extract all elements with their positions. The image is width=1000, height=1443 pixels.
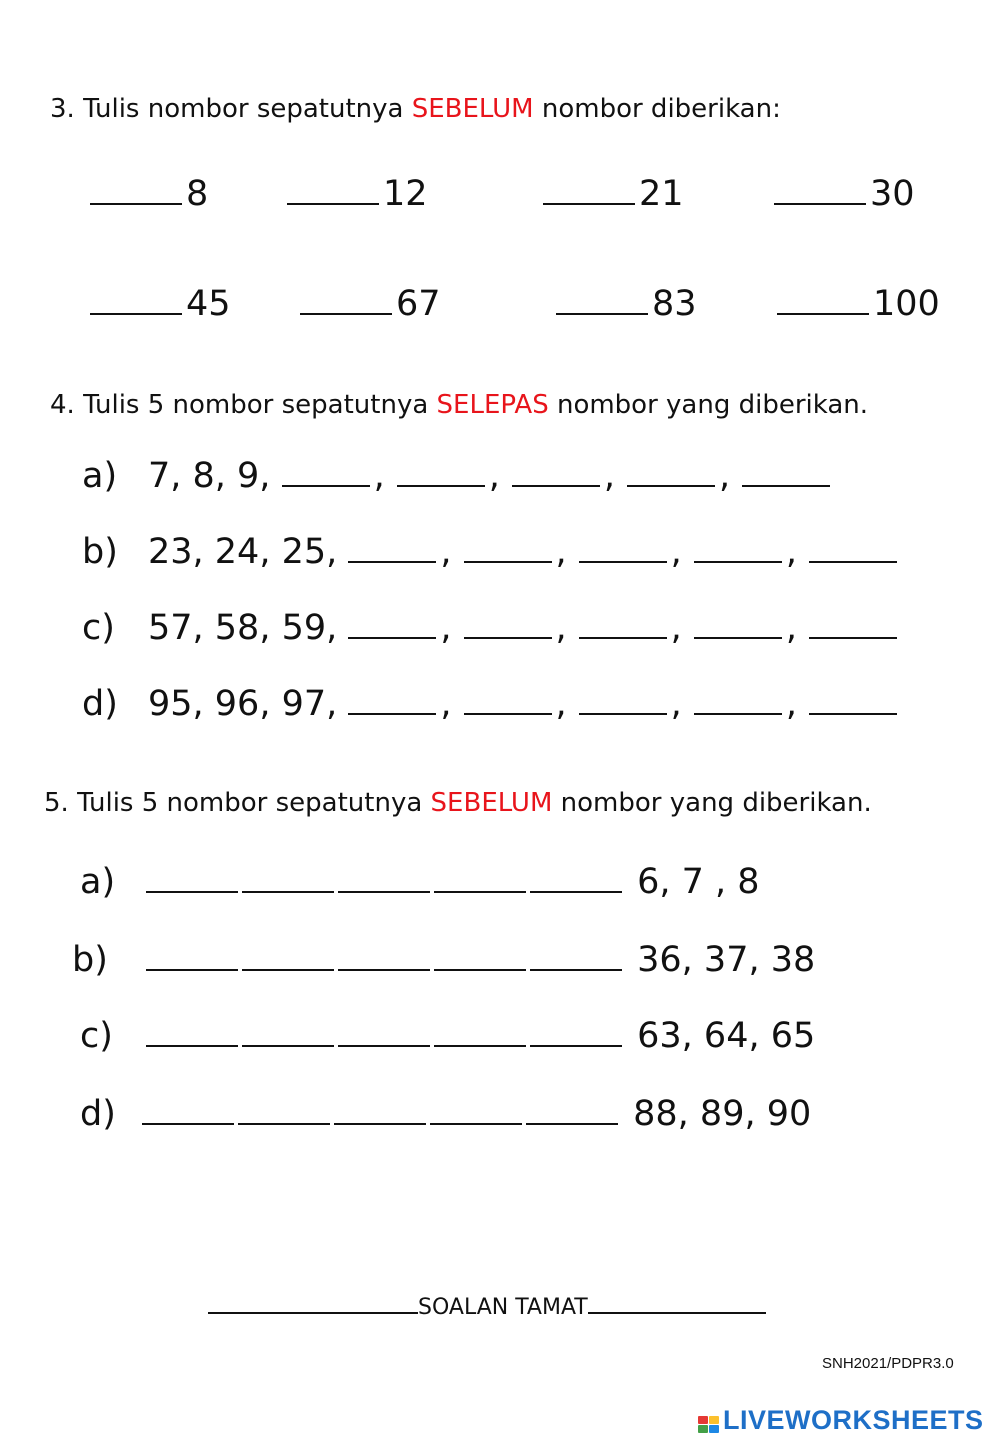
answer-blank[interactable]	[146, 947, 238, 971]
answer-blank[interactable]	[530, 1023, 622, 1047]
q3-item: 100	[777, 284, 940, 324]
end-line	[208, 1294, 766, 1320]
answer-blank[interactable]	[90, 291, 182, 315]
document-code: SNH2021/PDPR3.0	[822, 1355, 954, 1372]
answer-blank[interactable]	[464, 615, 552, 639]
q5-highlight: SEBELUM	[430, 788, 553, 818]
answer-blank[interactable]	[338, 947, 430, 971]
answer-blank[interactable]	[627, 463, 715, 487]
answer-blank[interactable]	[90, 181, 182, 205]
q3-item: 67	[300, 284, 441, 324]
answer-blank[interactable]	[556, 291, 648, 315]
q3-item: 83	[556, 284, 697, 324]
q3-highlight: SEBELUM	[411, 94, 534, 124]
answer-blank[interactable]	[242, 947, 334, 971]
answer-blank[interactable]	[434, 869, 526, 893]
answer-blank[interactable]	[543, 181, 635, 205]
answer-blank[interactable]	[146, 869, 238, 893]
answer-blank[interactable]	[579, 691, 667, 715]
q4-row: a) 7, 8, 9, , , , ,	[82, 456, 834, 496]
answer-blank[interactable]	[430, 1101, 522, 1125]
q4-heading: 4. Tulis 5 nombor sepatutnya SELEPAS nombor yang diberikan.	[50, 390, 869, 420]
answer-blank[interactable]	[579, 615, 667, 639]
q5-row: d) 88, 89, 90	[80, 1094, 812, 1134]
answer-blank[interactable]	[242, 1023, 334, 1047]
q4-row: d) 95, 96, 97, , , , ,	[82, 684, 901, 724]
answer-blank[interactable]	[809, 615, 897, 639]
answer-blank[interactable]	[434, 1023, 526, 1047]
answer-blank[interactable]	[338, 1023, 430, 1047]
answer-blank[interactable]	[282, 463, 370, 487]
answer-blank[interactable]	[142, 1101, 234, 1125]
answer-blank[interactable]	[530, 947, 622, 971]
q3-item: 8	[90, 174, 208, 214]
answer-blank[interactable]	[809, 539, 897, 563]
q5-row: c) 63, 64, 65	[80, 1016, 816, 1056]
answer-blank[interactable]	[694, 539, 782, 563]
answer-blank[interactable]	[238, 1101, 330, 1125]
answer-blank[interactable]	[464, 691, 552, 715]
answer-blank[interactable]	[512, 463, 600, 487]
answer-blank[interactable]	[397, 463, 485, 487]
end-text: SOALAN TAMAT	[418, 1295, 588, 1320]
liveworksheets-icon	[698, 1416, 719, 1433]
answer-blank[interactable]	[300, 291, 392, 315]
q3-heading: 3. Tulis nombor sepatutnya SEBELUM nombor diberikan:	[50, 94, 781, 124]
answer-blank[interactable]	[146, 1023, 238, 1047]
q3-item: 30	[774, 174, 915, 214]
liveworksheets-logo[interactable]: LIVEWORKSHEETS	[698, 1405, 984, 1436]
q4-row: b) 23, 24, 25, , , , ,	[82, 532, 901, 572]
answer-blank[interactable]	[242, 869, 334, 893]
answer-blank[interactable]	[434, 947, 526, 971]
answer-blank[interactable]	[530, 869, 622, 893]
answer-blank[interactable]	[694, 615, 782, 639]
answer-blank[interactable]	[809, 691, 897, 715]
q5-row: a) 6, 7 , 8	[80, 862, 760, 902]
answer-blank[interactable]	[774, 181, 866, 205]
answer-blank[interactable]	[338, 869, 430, 893]
answer-blank[interactable]	[348, 615, 436, 639]
answer-blank[interactable]	[526, 1101, 618, 1125]
answer-blank[interactable]	[579, 539, 667, 563]
answer-blank[interactable]	[334, 1101, 426, 1125]
answer-blank[interactable]	[464, 539, 552, 563]
q3-item: 21	[543, 174, 684, 214]
answer-blank[interactable]	[348, 691, 436, 715]
q5-heading: 5. Tulis 5 nombor sepatutnya SEBELUM nombor yang diberikan.	[44, 788, 872, 818]
q5-row: b) 36, 37, 38	[72, 940, 816, 980]
answer-blank[interactable]	[287, 181, 379, 205]
q3-item: 12	[287, 174, 428, 214]
answer-blank[interactable]	[777, 291, 869, 315]
answer-blank[interactable]	[742, 463, 830, 487]
answer-blank[interactable]	[348, 539, 436, 563]
answer-blank[interactable]	[694, 691, 782, 715]
q4-row: c) 57, 58, 59, , , , ,	[82, 608, 901, 648]
q3-item: 45	[90, 284, 231, 324]
q4-highlight: SELEPAS	[436, 390, 549, 420]
